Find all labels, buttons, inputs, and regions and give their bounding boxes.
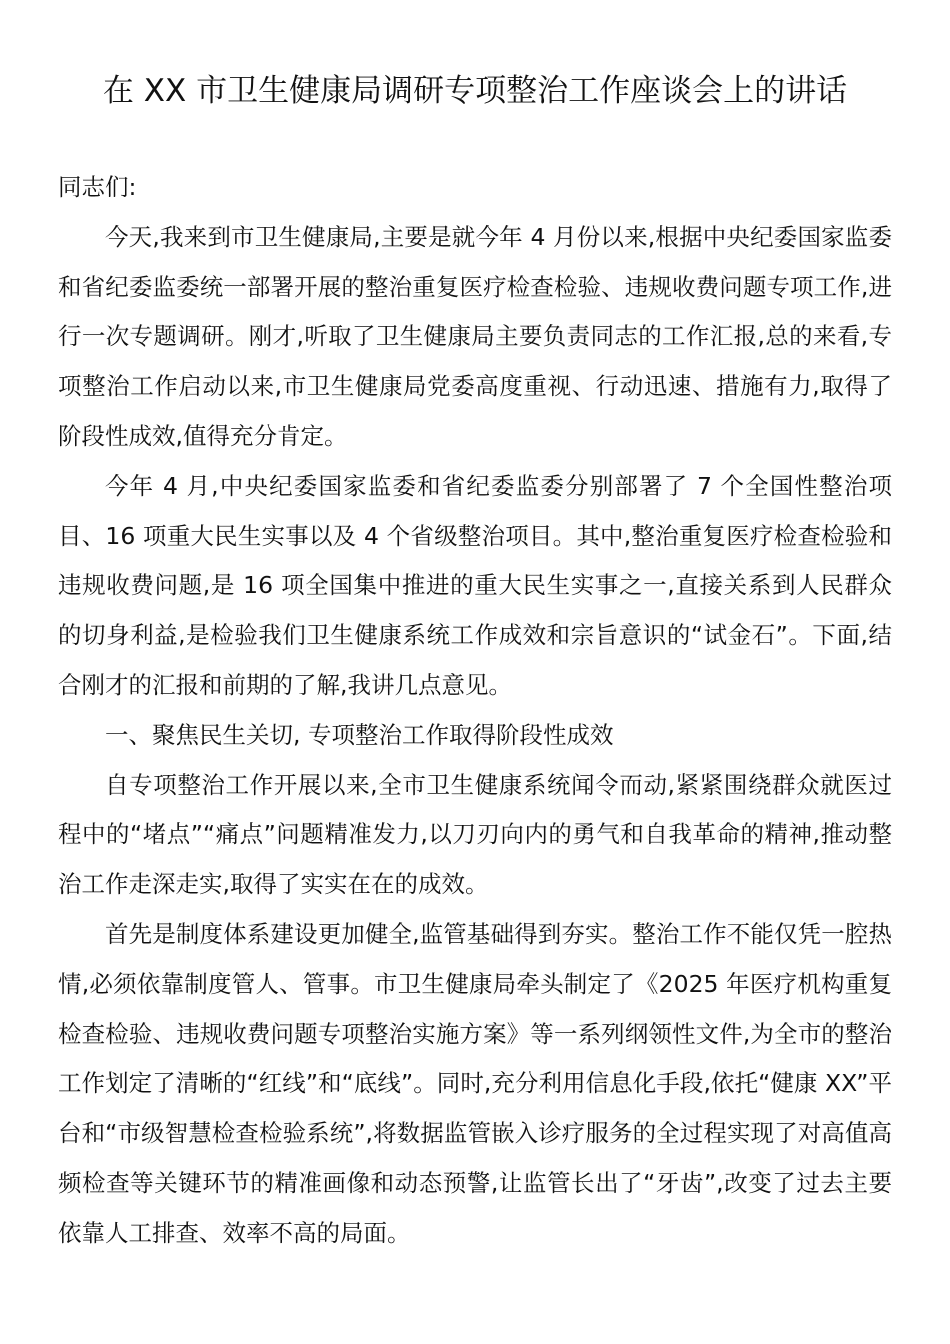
paragraph-achievements: 自专项整治工作开展以来,全市卫生健康系统闻令而动,紧紧围绕群众就医过程中的“堵点”“痛点”问题精准发力,以刀刃向内的勇气和自我革命的精神,推动整治工作走深走实,取得了实实在在的成效。	[58, 770, 892, 899]
document-body	[58, 163, 892, 1259]
paragraph-intro: 今天,我来到市卫生健康局,主要是就今年 4 月份以来,根据中央纪委国家监委和省纪委监委统一部署开展的整治重复医疗检查检验、违规收费问题专项工作,进行一次专题调研。刚才,听取了卫生健康局主要负责同志的工作汇报,总的来看,专项整治工作启动以来,市卫生健康局党委高度重视、行动迅速、措施有力,取得了阶段性成效,值得充分肯定。	[58, 222, 892, 450]
paragraph-background: 今年 4 月,中央纪委国家监委和省纪委监委分别部署了 7 个全国性整治项目、16 项重大民生实事以及 4 个省级整治项目。其中,整治重复医疗检查检验和违规收费问题,是 16 项全国集中推进的重大民生实事之一,直接关系到人民群众的切身利益,是检验我们卫生健康系统工作成效和宗旨意识的“试金石”。下面,结合刚才的汇报和前期的了解,我讲几点意见。	[58, 471, 892, 699]
salutation: 同志们:	[58, 173, 137, 201]
section-heading-1: 一、聚焦民生关切, 专项整治工作取得阶段性成效	[105, 720, 614, 749]
document-title: 在 XX 市卫生健康局调研专项整治工作座谈会上的讲话	[102, 73, 848, 109]
paragraph-system-building: 首先是制度体系建设更加健全,监管基础得到夯实。整治工作不能仅凭一腔热情,必须依靠制度管人、管事。市卫生健康局牵头制定了《2025 年医疗机构重复检查检验、违规收费问题专项整治实施方案》等一系列纲领性文件,为全市的整治工作划定了清晰的“红线”和“底线”。同时,充分利用信息化手段,依托“健康 XX”平台和“市级智慧检查检验系统”,将数据监管嵌入诊疗服务的全过程实现了对高值高频检查等关键环节的精准画像和动态预警,让监管长出了“牙齿”,改变了过去主要依靠人工排查、效率不高的局面。	[58, 919, 892, 1247]
